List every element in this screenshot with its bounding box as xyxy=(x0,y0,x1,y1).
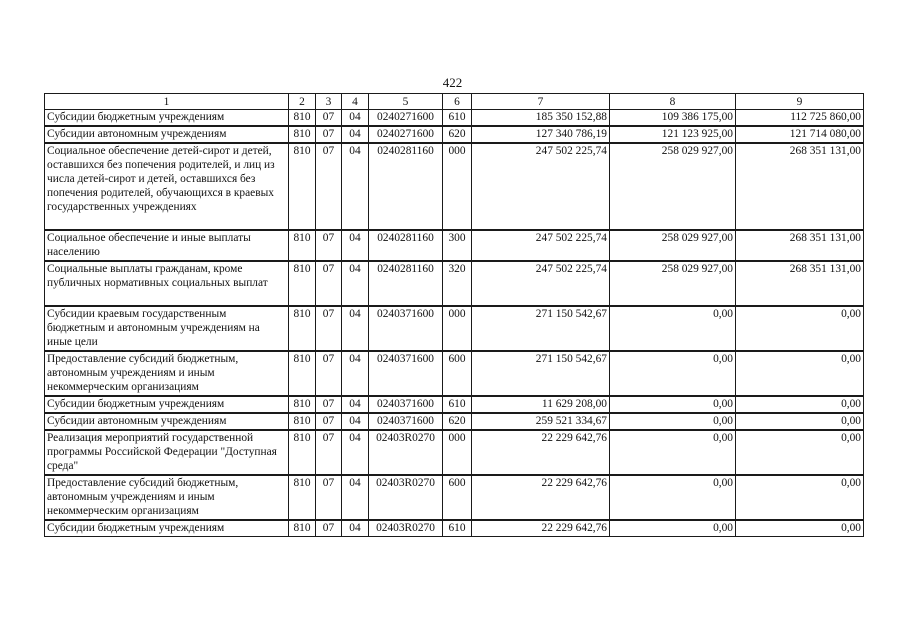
table-row xyxy=(45,230,864,261)
table-row xyxy=(45,351,864,396)
budget-table xyxy=(44,93,864,537)
row-code-6: 320 xyxy=(443,261,472,306)
row-amount-9: 0,00 xyxy=(736,413,864,430)
row-amount-8: 258 029 927,00 xyxy=(610,261,736,306)
row-code-4: 04 xyxy=(342,413,369,430)
row-amount-8: 258 029 927,00 xyxy=(610,143,736,230)
row-code-3: 07 xyxy=(316,520,342,537)
row-amount-7: 185 350 152,88 xyxy=(472,110,610,127)
row-amount-9: 268 351 131,00 xyxy=(736,143,864,230)
row-amount-9: 268 351 131,00 xyxy=(736,230,864,261)
row-amount-8: 0,00 xyxy=(610,520,736,537)
row-code-2: 810 xyxy=(289,230,316,261)
row-amount-8: 0,00 xyxy=(610,430,736,475)
row-amount-9: 112 725 860,00 xyxy=(736,110,864,127)
row-amount-9: 0,00 xyxy=(736,520,864,537)
row-code-6: 300 xyxy=(443,230,472,261)
table-row xyxy=(45,306,864,351)
row-code-2: 810 xyxy=(289,261,316,306)
row-amount-9: 0,00 xyxy=(736,306,864,351)
row-code-6: 600 xyxy=(443,351,472,396)
row-code-4: 04 xyxy=(342,520,369,537)
row-amount-7: 247 502 225,74 xyxy=(472,230,610,261)
row-amount-8: 258 029 927,00 xyxy=(610,230,736,261)
row-code-3: 07 xyxy=(316,261,342,306)
row-code-5: 02403R0270 xyxy=(369,430,443,475)
table-row xyxy=(45,475,864,520)
row-code-3: 07 xyxy=(316,413,342,430)
row-code-6: 610 xyxy=(443,520,472,537)
row-code-2: 810 xyxy=(289,126,316,143)
row-amount-9: 0,00 xyxy=(736,396,864,413)
row-amount-7: 271 150 542,67 xyxy=(472,351,610,396)
column-header: 7 xyxy=(472,94,610,110)
row-code-4: 04 xyxy=(342,475,369,520)
row-amount-9: 0,00 xyxy=(736,351,864,396)
row-code-3: 07 xyxy=(316,475,342,520)
row-code-3: 07 xyxy=(316,126,342,143)
row-amount-7: 11 629 208,00 xyxy=(472,396,610,413)
row-amount-8: 0,00 xyxy=(610,413,736,430)
row-code-2: 810 xyxy=(289,475,316,520)
row-code-4: 04 xyxy=(342,261,369,306)
row-code-2: 810 xyxy=(289,520,316,537)
row-name: Субсидии бюджетным учреждениям xyxy=(45,520,289,537)
row-amount-7: 247 502 225,74 xyxy=(472,261,610,306)
table-row xyxy=(45,261,864,306)
row-amount-7: 259 521 334,67 xyxy=(472,413,610,430)
row-code-5: 0240371600 xyxy=(369,413,443,430)
row-code-4: 04 xyxy=(342,126,369,143)
row-code-5: 0240271600 xyxy=(369,126,443,143)
row-code-4: 04 xyxy=(342,306,369,351)
row-code-6: 000 xyxy=(443,306,472,351)
row-code-2: 810 xyxy=(289,413,316,430)
row-amount-7: 22 229 642,76 xyxy=(472,430,610,475)
table-row xyxy=(45,396,864,413)
row-amount-9: 0,00 xyxy=(736,430,864,475)
table-row xyxy=(45,143,864,230)
row-amount-7: 247 502 225,74 xyxy=(472,143,610,230)
row-code-6: 600 xyxy=(443,475,472,520)
row-code-4: 04 xyxy=(342,430,369,475)
row-code-2: 810 xyxy=(289,430,316,475)
row-code-3: 07 xyxy=(316,430,342,475)
column-header: 4 xyxy=(342,94,369,110)
row-code-3: 07 xyxy=(316,230,342,261)
row-code-2: 810 xyxy=(289,110,316,127)
row-code-4: 04 xyxy=(342,230,369,261)
row-amount-9: 0,00 xyxy=(736,475,864,520)
row-code-5: 0240371600 xyxy=(369,396,443,413)
row-amount-7: 127 340 786,19 xyxy=(472,126,610,143)
table-row xyxy=(45,520,864,537)
row-amount-9: 121 714 080,00 xyxy=(736,126,864,143)
row-amount-7: 22 229 642,76 xyxy=(472,520,610,537)
row-code-6: 000 xyxy=(443,430,472,475)
row-amount-8: 0,00 xyxy=(610,306,736,351)
row-name: Социальное обеспечение детей-сирот и детей, оставшихся без попечения родителей, и лиц из числа детей-сирот и детей, оставшихся без попечения родителей, обучающихся в краевых государственных учреждениях xyxy=(45,143,289,230)
row-code-6: 000 xyxy=(443,143,472,230)
row-code-5: 0240271600 xyxy=(369,110,443,127)
row-code-5: 0240371600 xyxy=(369,351,443,396)
table-header-row xyxy=(45,94,864,110)
row-code-3: 07 xyxy=(316,143,342,230)
row-code-4: 04 xyxy=(342,110,369,127)
table-row xyxy=(45,126,864,143)
row-code-3: 07 xyxy=(316,396,342,413)
row-name: Предоставление субсидий бюджетным, автономным учреждениям и иным некоммерческим организациям xyxy=(45,475,289,520)
column-header: 1 xyxy=(45,94,289,110)
table-row xyxy=(45,110,864,127)
table-row xyxy=(45,413,864,430)
row-code-5: 0240371600 xyxy=(369,306,443,351)
column-header: 9 xyxy=(736,94,864,110)
row-code-6: 610 xyxy=(443,110,472,127)
column-header: 5 xyxy=(369,94,443,110)
column-header: 2 xyxy=(289,94,316,110)
row-code-5: 0240281160 xyxy=(369,261,443,306)
row-code-3: 07 xyxy=(316,351,342,396)
row-code-2: 810 xyxy=(289,396,316,413)
row-name: Социальные выплаты гражданам, кроме публичных нормативных социальных выплат xyxy=(45,261,289,306)
row-name: Субсидии бюджетным учреждениям xyxy=(45,110,289,127)
row-name: Социальное обеспечение и иные выплаты населению xyxy=(45,230,289,261)
row-code-5: 0240281160 xyxy=(369,230,443,261)
row-code-5: 02403R0270 xyxy=(369,520,443,537)
row-code-3: 07 xyxy=(316,110,342,127)
row-name: Реализация мероприятий государственной программы Российской Федерации "Доступная среда" xyxy=(45,430,289,475)
column-header: 3 xyxy=(316,94,342,110)
column-header: 8 xyxy=(610,94,736,110)
row-code-3: 07 xyxy=(316,306,342,351)
row-amount-8: 109 386 175,00 xyxy=(610,110,736,127)
row-code-2: 810 xyxy=(289,351,316,396)
row-name: Субсидии автономным учреждениям xyxy=(45,413,289,430)
row-code-5: 02403R0270 xyxy=(369,475,443,520)
row-amount-7: 22 229 642,76 xyxy=(472,475,610,520)
row-name: Предоставление субсидий бюджетным, автономным учреждениям и иным некоммерческим организациям xyxy=(45,351,289,396)
row-amount-7: 271 150 542,67 xyxy=(472,306,610,351)
row-code-2: 810 xyxy=(289,306,316,351)
row-name: Субсидии бюджетным учреждениям xyxy=(45,396,289,413)
row-amount-8: 0,00 xyxy=(610,475,736,520)
row-code-4: 04 xyxy=(342,143,369,230)
row-code-6: 620 xyxy=(443,126,472,143)
row-code-6: 610 xyxy=(443,396,472,413)
row-amount-8: 121 123 925,00 xyxy=(610,126,736,143)
column-header: 6 xyxy=(443,94,472,110)
row-amount-9: 268 351 131,00 xyxy=(736,261,864,306)
row-code-4: 04 xyxy=(342,351,369,396)
row-name: Субсидии краевым государственным бюджетным и автономным учреждениям на иные цели xyxy=(45,306,289,351)
row-amount-8: 0,00 xyxy=(610,396,736,413)
row-code-5: 0240281160 xyxy=(369,143,443,230)
row-amount-8: 0,00 xyxy=(610,351,736,396)
row-code-2: 810 xyxy=(289,143,316,230)
row-name: Субсидии автономным учреждениям xyxy=(45,126,289,143)
row-code-6: 620 xyxy=(443,413,472,430)
page-number: 422 xyxy=(442,75,463,90)
table-row xyxy=(45,430,864,475)
row-code-4: 04 xyxy=(342,396,369,413)
